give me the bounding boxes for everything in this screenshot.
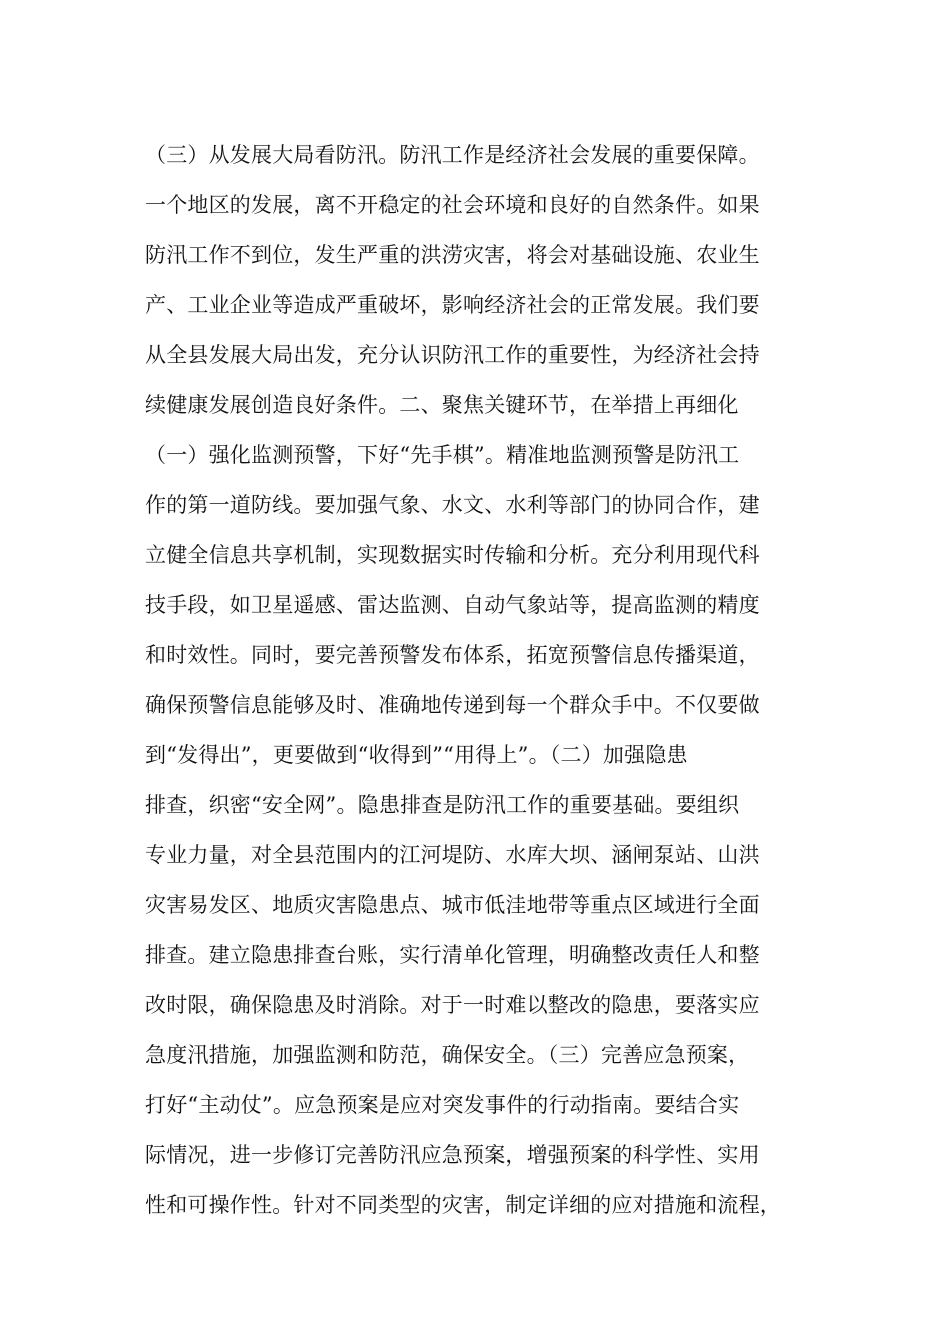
text-line: （三）从发展大局看防汛。防汛工作是经济社会发展的重要保障。 xyxy=(145,143,760,167)
text-line: 到“发得出”，更要做到“收得到”“用得上”。（二）加强隐患 xyxy=(145,743,688,767)
text-line: 专业力量，对全县范围内的江河堤防、水库大坝、涵闸泵站、山洪 xyxy=(145,843,760,867)
text-line: 续健康发展创造良好条件。二、聚焦关键环节，在举措上再细化 xyxy=(145,393,739,417)
text-line: 从全县发展大局出发，充分认识防汛工作的重要性，为经济社会持 xyxy=(145,343,760,367)
text-line: 技手段，如卫星遥感、雷达监测、自动气象站等，提高监测的精度 xyxy=(145,593,760,617)
text-line: 性和可操作性。针对不同类型的灾害，制定详细的应对措施和流程， xyxy=(145,1193,781,1217)
text-line: 确保预警信息能够及时、准确地传递到每一个群众手中。不仅要做 xyxy=(145,693,760,717)
text-line: 防汛工作不到位，发生严重的洪涝灾害，将会对基础设施、农业生 xyxy=(145,243,760,267)
text-line: 打好“主动仗”。应急预案是应对突发事件的行动指南。要结合实 xyxy=(145,1093,740,1117)
text-line: 排查，织密“安全网”。隐患排查是防汛工作的重要基础。要组织 xyxy=(145,793,740,817)
document-body xyxy=(145,130,815,1230)
text-line: 一个地区的发展，离不开稳定的社会环境和良好的自然条件。如果 xyxy=(145,193,760,217)
text-line: 和时效性。同时，要完善预警发布体系，拓宽预警信息传播渠道， xyxy=(145,643,760,667)
text-line: 排查。建立隐患排查台账，实行清单化管理，明确整改责任人和整 xyxy=(145,943,760,967)
text-line: 立健全信息共享机制，实现数据实时传输和分析。充分利用现代科 xyxy=(145,543,760,567)
text-line: 际情况，进一步修订完善防汛应急预案，增强预案的科学性、实用 xyxy=(145,1143,760,1167)
text-line: 急度汛措施，加强监测和防范，确保安全。（三）完善应急预案， xyxy=(145,1043,750,1067)
text-line: 作的第一道防线。要加强气象、水文、水利等部门的协同合作，建 xyxy=(145,493,760,517)
text-line: （一）强化监测预警，下好“先手棋”。精准地监测预警是防汛工 xyxy=(145,443,740,467)
text-line: 改时限，确保隐患及时消除。对于一时难以整改的隐患，要落实应 xyxy=(145,993,760,1017)
text-line: 产、工业企业等造成严重破坏，影响经济社会的正常发展。我们要 xyxy=(145,293,760,317)
text-line: 灾害易发区、地质灾害隐患点、城市低洼地带等重点区域进行全面 xyxy=(145,893,760,917)
